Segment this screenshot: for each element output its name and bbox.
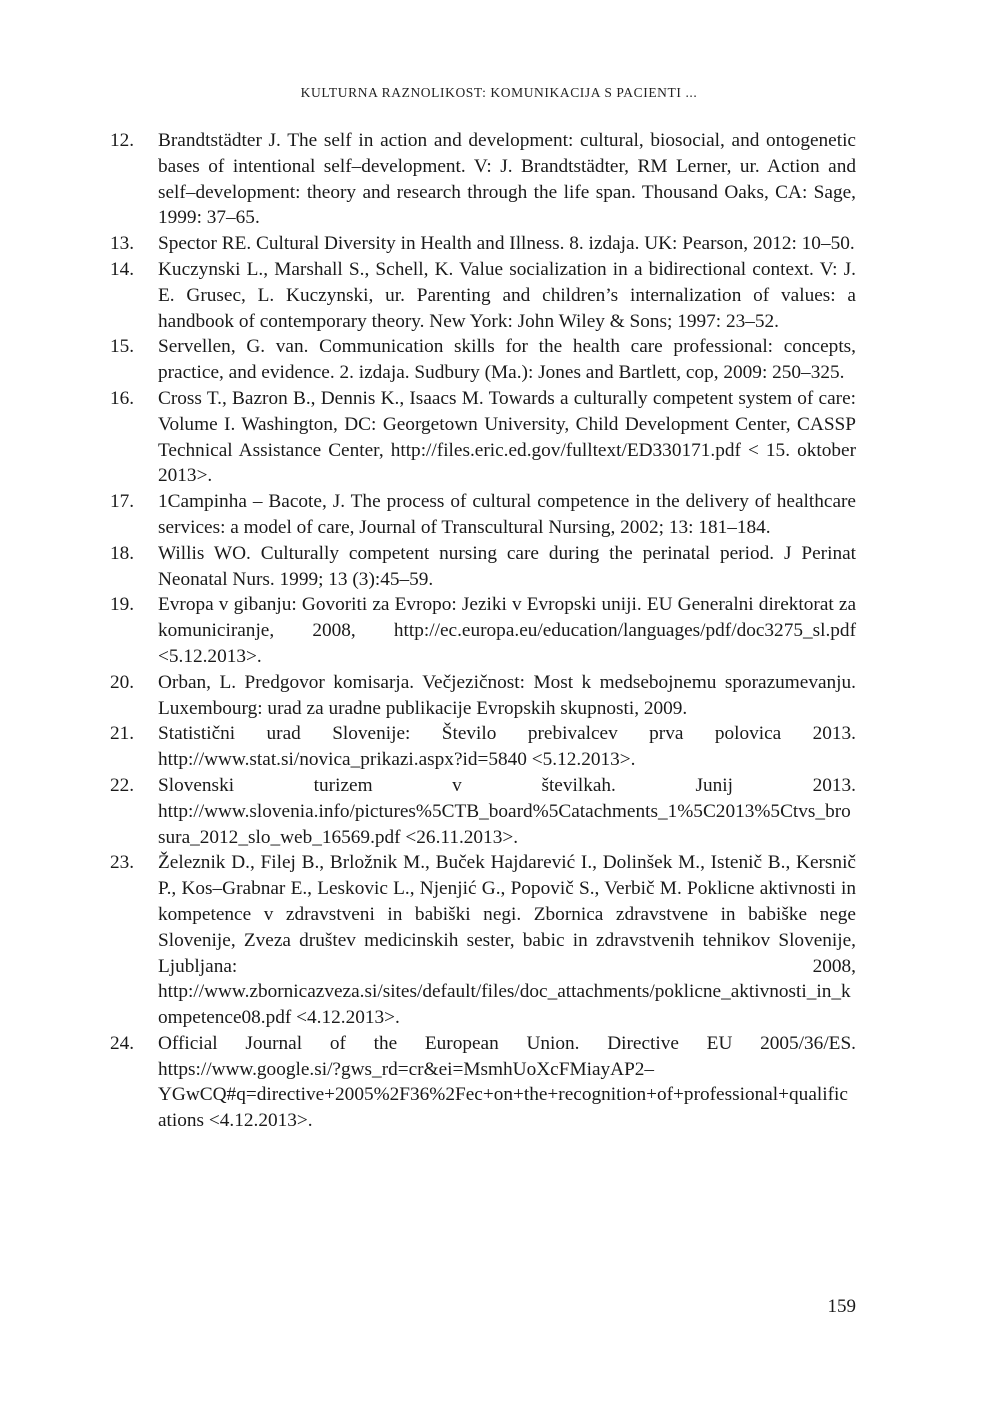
reference-number: 14. [110, 258, 135, 280]
reference-number: 17. [110, 491, 135, 513]
reference-item [110, 850, 856, 1031]
reference-number: 12. [110, 130, 135, 151]
reference-item [110, 721, 856, 773]
reference-text: 1Campinha – Bacote, J. The process of cultural competence in the delivery of healthcare services: a model of care, Journal of Transcultural Nursing, 2002; 13: 181–184. [158, 491, 856, 538]
reference-text: Kuczynski L., Marshall S., Schell, K. Value socialization in a bidirectional context. V: J. E. Grusec, L. Kuczynski, ur. Parenting and children’s internalization of values: a handbook of contemporary theory. New York: John Wiley & Sons; 1997: 23–52. [158, 258, 856, 332]
reference-item [110, 231, 856, 257]
reference-text: Cross T., Bazron B., Dennis K., Isaacs M. Towards a culturally competent system of care: Volume I. Washington, DC: Georgetown University, Child Development Center, CASSP Technical Assistance Center, http://files.eric.ed.gov/fulltext/ED330171.pdf < 15. oktober 2013>. [158, 387, 856, 487]
reference-text: Servellen, G. van. Communication skills for the health care professional: concepts, practice, and evidence. 2. izdaja. Sudbury (Ma.): Jones and Bartlett, cop, 2009: 250–325. [158, 336, 856, 384]
reference-text: Brandtstädter J. The self in action and development: cultural, biosocial, and ontogenetic bases of intentional self–development. V: J. Brandtstädter, RM Lerner, ur. Action and self–development: theory and research through the life span. Thousand Oaks, CA: Sage, 1999: 37–65. [158, 130, 856, 229]
reference-text: Willis WO. Culturally competent nursing care during the perinatal period. J Perinat Neonatal Nurs. 1999; 13 (3):45–59. [158, 542, 856, 590]
reference-item [110, 128, 856, 231]
reference-text: Spector RE. Cultural Diversity in Health and Illness. 8. izdaja. UK: Pearson, 2012: 10–50. [158, 233, 855, 255]
reference-item [110, 773, 856, 850]
reference-text: Slovenski turizem v številkah. Junij 2013. http://www.slovenia.info/pictures%5CTB_board%5Catachments_1%5C2013%5Ctvs_brosura_2012_slo_web_16569.pdf <26.11.2013>. [158, 774, 856, 848]
reference-number: 18. [110, 542, 135, 564]
reference-item [110, 592, 856, 669]
reference-item [110, 541, 856, 593]
reference-list [110, 128, 856, 1134]
running-header: KULTURNA RAZNOLIKOST: KOMUNIKACIJA S PACIENTI ... [300, 85, 698, 100]
reference-number: 22. [110, 774, 135, 796]
reference-text: Statistični urad Slovenije: Število prebivalcev prva polovica 2013. http://www.stat.si/novica_prikazi.aspx?id=5840 <5.12.2013>. [158, 723, 856, 771]
reference-number: 16. [110, 387, 135, 409]
reference-item [110, 386, 856, 489]
reference-number: 15. [110, 336, 135, 358]
reference-text: Orban, L. Predgovor komisarja. Večjezičnost: Most k medsebojnemu sporazumevanju. Luxembourg: urad za uradne publikacije Evropskih skupnosti, 2009. [158, 671, 856, 719]
reference-number: 20. [110, 671, 135, 693]
reference-item [110, 257, 856, 334]
reference-number: 24. [110, 1032, 135, 1054]
page-number: 159 [827, 1296, 856, 1317]
reference-number: 19. [110, 594, 135, 616]
reference-number: 23. [110, 852, 135, 874]
reference-number: 13. [110, 233, 135, 255]
reference-item [110, 489, 856, 541]
reference-text: Evropa v gibanju: Govoriti za Evropo: Jeziki v Evropski uniji. EU Generalni direktorat za komuniciranje, 2008, http://ec.europa.eu/education/languages/pdf/doc3275_sl.pdf <5.12.2013>. [158, 594, 856, 667]
reference-item [110, 334, 856, 386]
reference-item [110, 1031, 856, 1134]
reference-item [110, 670, 856, 722]
reference-number: 21. [110, 723, 135, 745]
reference-text: Železnik D., Filej B., Brložnik M., Buček Hajdarević I., Dolinšek M., Istenič B., Kersnič P., Kos–Grabnar E., Leskovic L., Njenjić G., Popovič S., Verbič M. Poklicne aktivnosti in kompetence v zdravstveni in babiški negi. Zbornica zdravstvene in babiške nege Slovenije, Zveza društev medicinskih sester, babic in zdravstvenih tehnikov Slovenije, Ljubljana: 2008, http://www.zbornicazveza.si/sites/default/files/doc_attachments/poklicne_aktivnosti_in_kompetence08.pdf <4.12.2013>. [158, 852, 856, 1029]
reference-text: Official Journal of the European Union. Directive EU 2005/36/ES. https://www.google.si/?gws_rd=cr&ei=MsmhUoXcFMiayAP2–YGwCQ#q=directive+2005%2F36%2Fec+on+the+recognition+of+professional+qualifications <4.12.2013>. [158, 1032, 856, 1132]
